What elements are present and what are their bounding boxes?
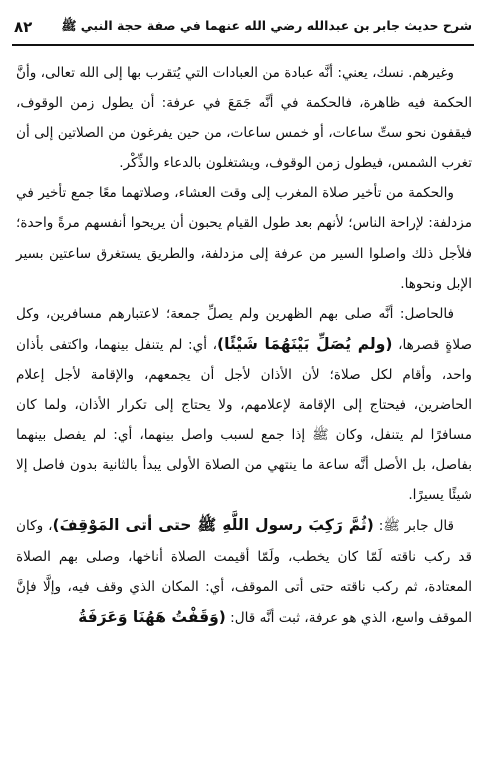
body-text (16, 58, 472, 633)
paragraph-1 (16, 58, 472, 178)
header-rule (12, 44, 474, 46)
paragraph-3 (16, 299, 472, 511)
page-number: ٨٢ (14, 18, 33, 36)
running-header (14, 14, 472, 40)
hadith-quote: (ولم يُصَلِّ بَيْنَهُمَا شَيْئًا) (217, 334, 393, 353)
hadith-quote: (ثُمَّ رَكِبَ رسول اللَّهِ ﷺ حتى أتى المَوْقِفَ) (52, 516, 374, 535)
paragraph-4 (16, 510, 472, 632)
text-run: والحكمة من تأخير صلاة المغرب إلى وقت العشاء، وصلاتهما معًا جمع تأخير في مزدلفة: لإراحة الناس؛ لأنهم بعد طول القيام يحبون أن يريحوا أنفسهم مرةً واحدة؛ فلأجل ذلك واصلوا السير من عرفة إلى مزدلفة، والطريق يستغرق ساعتين بسير الإبل ونحوها. (16, 185, 472, 292)
text-run: فالحاصل: أنَّه صلى بهم الظهرين ولم يصلِّ جمعة؛ لاعتبارهم مسافرين، وكل صلاةٍ قصرها، (16, 305, 473, 353)
text-run: ، أي: لم يتنفل بينهما، واكتفى بأذان واحد، وأقام لكل صلاة؛ لأن الأذان لأجل أن يجمعهم، والإقامة لأجل إعلام الحاضرين، فيحتاج إلى الإقامة لإعلامهم، ولا يحتاج إلى تكرار الأذان، ولما كان مسافرًا لم يتنفل، وكان ﷺ إذا جمع لسبب واصل بينهما، أي: لم يفصل بينهما بفاصل، بل الأصل أنَّه ساعة ما ينتهي من الصلاة الأولى يبدأ بالثانية بدون فاصل إلا شيئًا يسيرًا. (16, 336, 472, 504)
paragraph-2 (16, 178, 472, 298)
running-title: شرح حديث جابر بن عبدالله رضي الله عنهما في صفة حجة النبي ﷺ (61, 17, 472, 33)
hadith-quote: (وَقَفْتُ هَهُنَا وَعَرَفَةُ (78, 607, 226, 626)
text-run: وغيرهم. نسك، يعني: أنَّه عبادة من العبادات التي يُتقرب بها إلى الله تعالى، وأنَّ الحكمة فيه ظاهرة، فالحكمة في أنَّه جَمَعَ في عرفة: أن يطول زمن الوقوف، فيقفون نحو ستِّ ساعات، أو خمس ساعات، من حين يفرغون من الصلاتين إلى أن تغرب الشمس، فيطول زمن الوقوف، ويشتغلون بالدعاء والذِّكْر. (16, 65, 472, 172)
text-run: قال جابر ﷺ: (373, 518, 455, 535)
text-run: ، وكان قد ركب ناقته لَمّا كان يخطب، ولَمّا أقيمت الصلاة أناخها، وصلى بهم الصلاة المعتادة، ثم ركب ناقته حتى أتى الموقف، أي: المكان الذي وقف فيه، وإلَّا فإنَّ الموقف واسع، الذي هو عرفة، ثبت أنَّه قال: (16, 518, 472, 626)
